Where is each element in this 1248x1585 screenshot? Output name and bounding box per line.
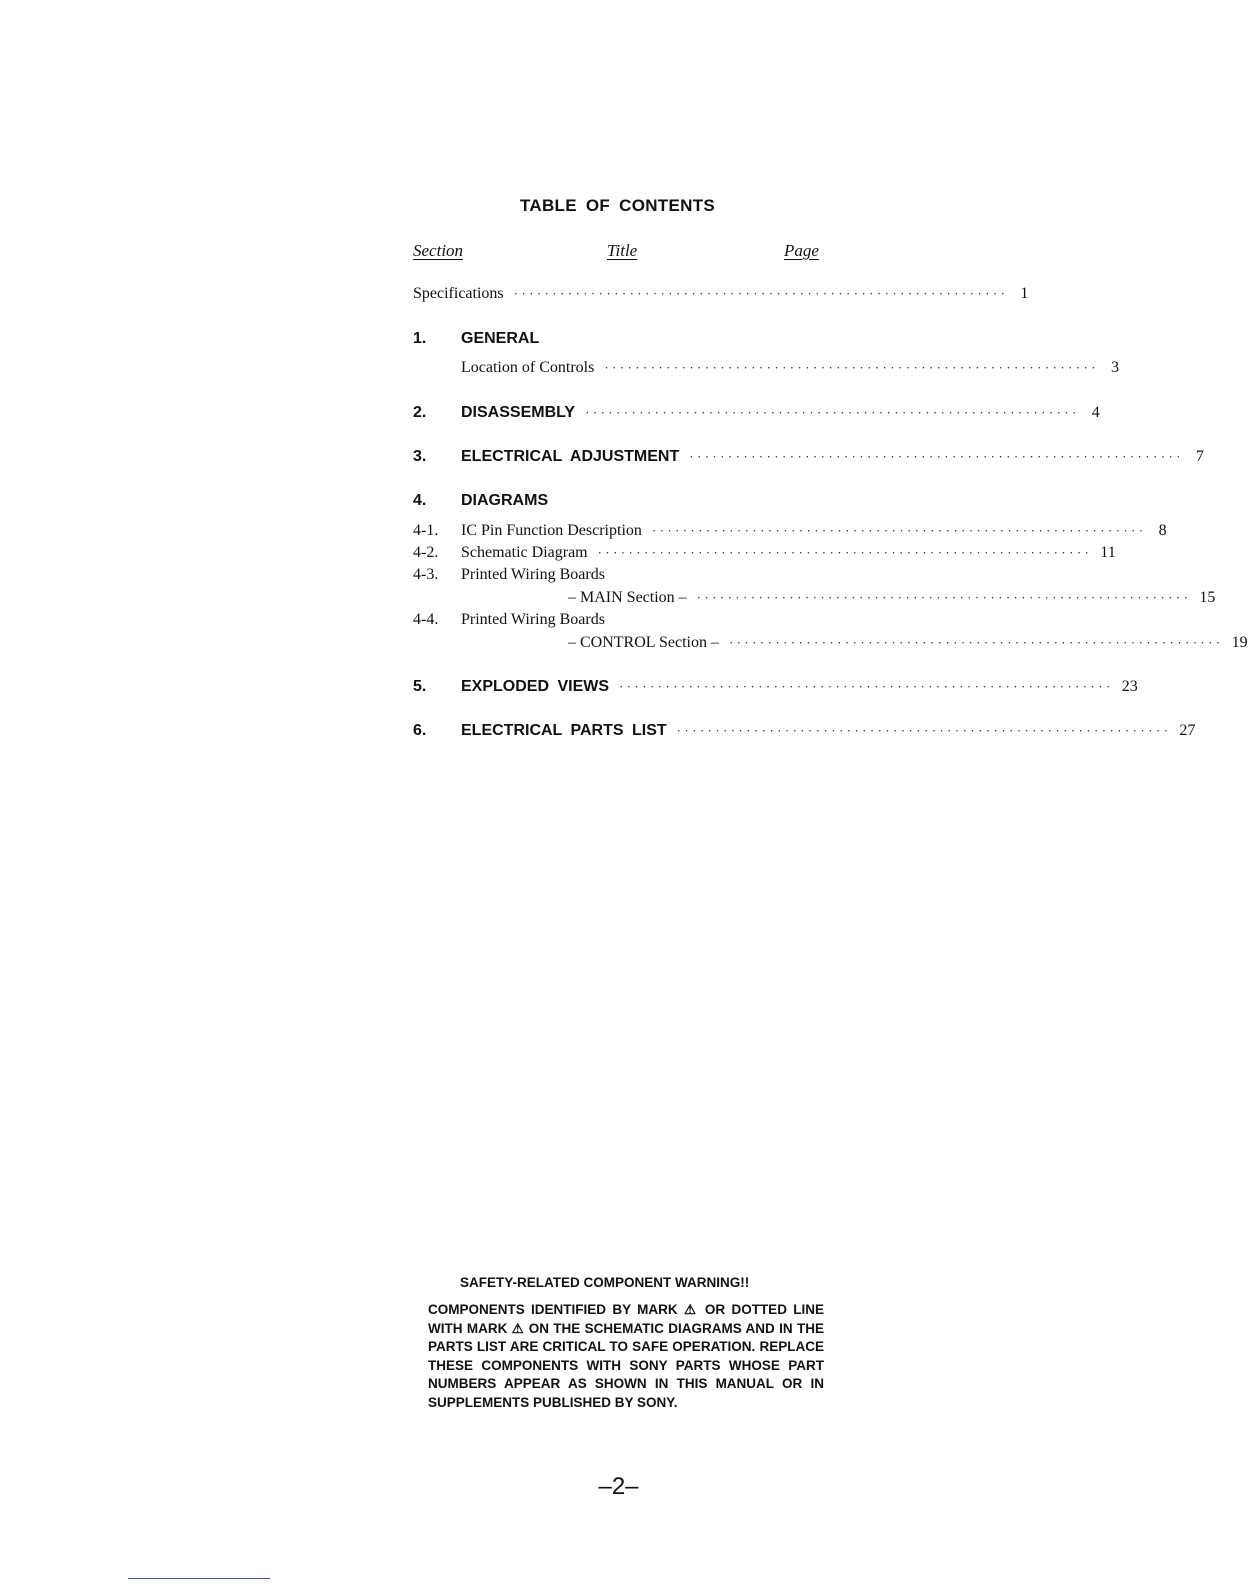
toc-heading: TABLE OF CONTENTS <box>519 196 716 215</box>
entry-title: Specifications <box>413 285 504 302</box>
dot-leader: ································································ <box>728 635 1224 650</box>
entry-title: DIAGRAMS <box>461 492 549 509</box>
entry-title: EXPLODED VIEWS <box>461 678 610 695</box>
toc-entry-electrical-parts-list[interactable] <box>413 722 1196 744</box>
entry-title: Printed Wiring Boards <box>461 611 605 628</box>
toc-entry-general[interactable] <box>413 330 818 352</box>
entry-page: 19 <box>1231 634 1248 651</box>
entry-page: 8 <box>1158 522 1167 539</box>
entry-number: 4-2. <box>413 544 439 561</box>
dot-leader: ································································ <box>696 590 1192 605</box>
toc-entry-specifications[interactable] <box>413 285 1029 307</box>
toc-entry-diagrams[interactable] <box>413 492 818 514</box>
entry-subtitle: – MAIN Section – <box>568 589 687 606</box>
dot-leader: ································································ <box>604 360 1099 375</box>
safety-warning-body: COMPONENTS IDENTIFIED BY MARK ⚠ OR DOTTED LINE WITH MARK ⚠ ON THE SCHEMATIC DIAGRAMS AND IN THE PARTS LIST ARE CRITICAL TO SAFE OPERATION. REPLACE THESE COMPONENTS WITH SONY PARTS WHOSE PART NUMBERS APPEAR AS SHOWN IN THIS MANUAL OR IN SUPPLEMENTS PUBLISHED BY SONY. <box>428 1302 824 1410</box>
dot-leader: ································································ <box>689 449 1184 464</box>
page-number: –2– <box>598 1473 639 1500</box>
toc-entry-exploded-views[interactable] <box>413 678 1138 700</box>
toc-entry-ic-pin-function[interactable] <box>413 522 1167 544</box>
toc-entry-pwb-main[interactable] <box>413 566 818 588</box>
scan-artifact-line <box>128 1578 270 1579</box>
column-header-page: Page <box>784 241 819 260</box>
dot-leader: ································································ <box>676 723 1172 738</box>
entry-number: 1. <box>413 330 427 347</box>
toc-entry-electrical-adjustment[interactable] <box>413 448 1204 470</box>
entry-page: 27 <box>1179 722 1196 739</box>
safety-warning-title: SAFETY-RELATED COMPONENT WARNING!! <box>460 1275 750 1290</box>
entry-title: IC Pin Function Description <box>461 522 642 539</box>
dot-leader: ································································ <box>597 545 1093 560</box>
entry-page: 1 <box>1020 285 1029 302</box>
dot-leader: ································································ <box>513 286 1009 301</box>
dot-leader: ································································ <box>651 523 1147 538</box>
entry-page: 7 <box>1195 448 1204 465</box>
entry-title: Printed Wiring Boards <box>461 566 605 583</box>
entry-number: 4-4. <box>413 611 439 628</box>
toc-entry-disassembly[interactable] <box>413 404 1100 426</box>
entry-subtitle: – CONTROL Section – <box>568 634 719 651</box>
column-header-title: Title <box>607 241 638 260</box>
entry-number: 2. <box>413 404 427 421</box>
entry-number: 6. <box>413 722 427 739</box>
toc-entry-schematic-diagram[interactable] <box>413 544 1116 566</box>
entry-number: 5. <box>413 678 427 695</box>
entry-page: 11 <box>1100 544 1116 561</box>
toc-entry-pwb-main-subtitle[interactable] <box>413 589 1216 611</box>
entry-number: 4-3. <box>413 566 439 583</box>
toc-entry-pwb-control-subtitle[interactable] <box>413 634 1248 656</box>
entry-title: ELECTRICAL ADJUSTMENT <box>461 448 680 465</box>
entry-title: GENERAL <box>461 330 540 347</box>
entry-page: 23 <box>1121 678 1138 695</box>
entry-number: 4. <box>413 492 427 509</box>
dot-leader: ································································ <box>619 679 1114 694</box>
entry-title: Location of Controls <box>461 359 595 376</box>
entry-page: 15 <box>1199 589 1216 606</box>
entry-title: Schematic Diagram <box>461 544 588 561</box>
dot-leader: ································································ <box>585 405 1080 420</box>
entry-page: 4 <box>1091 404 1100 421</box>
toc-entry-pwb-control[interactable] <box>413 611 818 633</box>
column-header-section: Section <box>413 241 464 260</box>
entry-title: DISASSEMBLY <box>461 404 576 421</box>
toc-entry-location-of-controls[interactable] <box>413 359 1119 381</box>
entry-number: 4-1. <box>413 522 439 539</box>
entry-page: 3 <box>1110 359 1119 376</box>
entry-title: ELECTRICAL PARTS LIST <box>461 722 667 739</box>
entry-number: 3. <box>413 448 427 465</box>
